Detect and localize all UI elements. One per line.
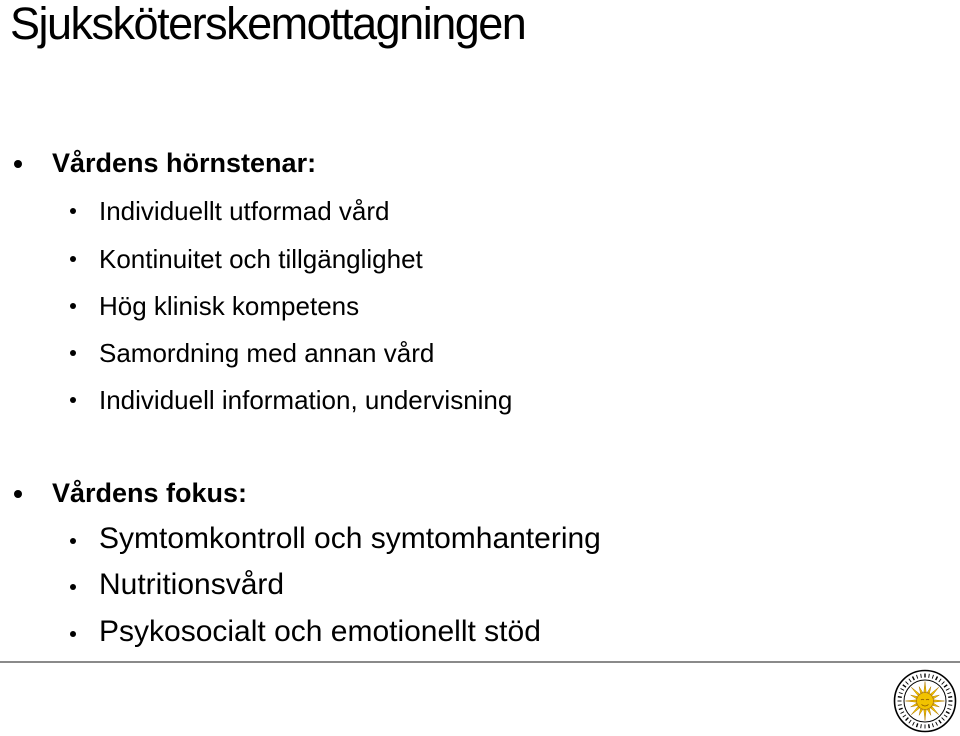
footer-divider — [0, 661, 960, 663]
bullet-icon — [70, 208, 76, 214]
bullet-icon — [70, 631, 76, 637]
bullet-icon — [70, 538, 76, 544]
university-logo-icon — [893, 669, 957, 733]
bullet-icon — [14, 490, 22, 498]
list-item: Symtomkontroll och symtomhantering — [99, 522, 601, 555]
bullet-icon — [70, 256, 76, 262]
list-item: Samordning med annan vård — [99, 338, 435, 368]
list-item: Individuellt utformad vård — [99, 196, 390, 226]
section-heading: Vårdens fokus: — [52, 478, 248, 508]
bullet-icon — [70, 397, 76, 403]
slide-title: Sjuksköterskemottagningen — [10, 0, 526, 49]
section-heading: Vårdens hörnstenar: — [52, 148, 317, 178]
bullet-icon — [70, 350, 76, 356]
list-item: Psykosocialt och emotionellt stöd — [99, 615, 541, 648]
bullet-icon — [70, 584, 76, 590]
bullet-icon — [70, 303, 76, 309]
bullet-icon — [14, 160, 22, 168]
list-item: Individuell information, undervisning — [99, 385, 513, 415]
list-item: Kontinuitet och tillgänglighet — [99, 244, 423, 274]
list-item: Nutritionsvård — [99, 568, 285, 601]
list-item: Hög klinisk kompetens — [99, 291, 360, 321]
